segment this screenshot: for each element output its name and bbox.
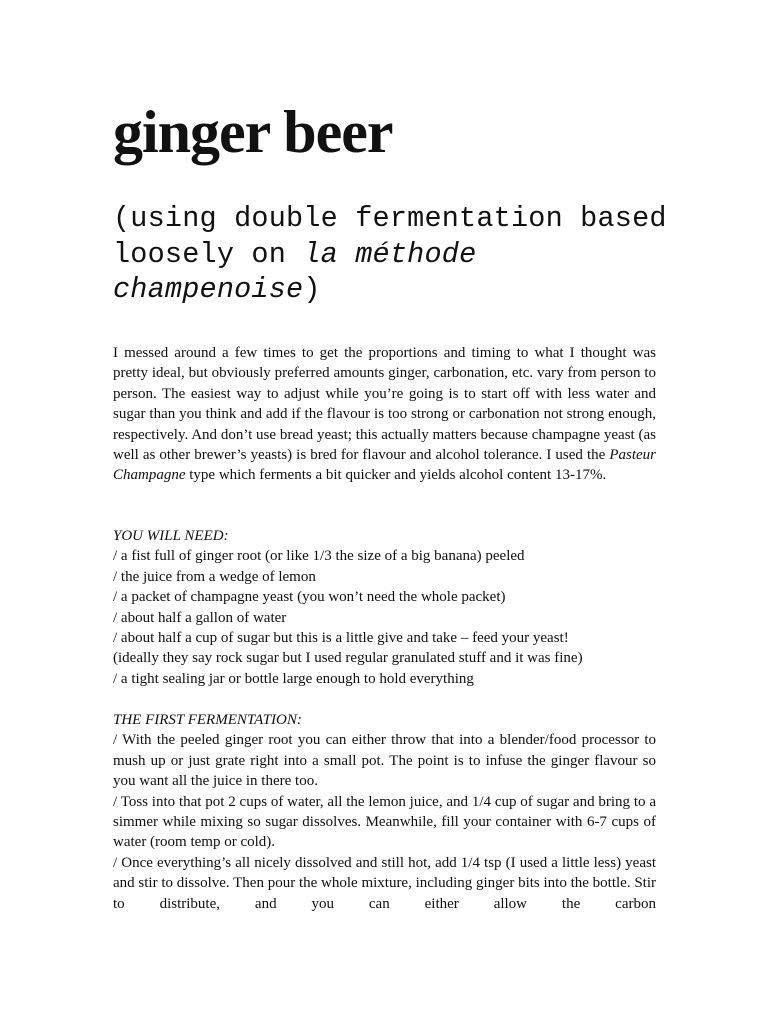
subtitle-italic: la méthode champenoise [113,237,477,306]
subtitle-close: ) [303,273,321,306]
first-fermentation-section [113,710,656,914]
ingredients-section [113,526,656,689]
ingredient-item: / about half a gallon of water [113,609,287,626]
ingredient-item: / about half a cup of sugar but this is a little give and take – feed your yeast! [113,630,569,647]
page-subtitle [113,201,673,308]
fermentation-step: / Toss into that pot 2 cups of water, all the lemon juice, and 1/4 cup of sugar and bring to a simmer while mixing so sugar dissolves. Meanwhile, fill your container with 6-7 cups of water (room temp or cold). [113,793,656,851]
subtitle-text: (using double fermentation based loosely on [113,202,667,271]
intro-text-end: type which ferments a bit quicker and yields alcohol content 13-17%. [185,467,607,484]
ingredient-note: (ideally they say rock sugar but I used regular granulated stuff and it was fine) [113,650,583,667]
intro-paragraph [113,343,656,486]
ingredient-item: / the juice from a wedge of lemon [113,568,316,585]
page-title: ginger beer [113,99,393,165]
first-fermentation-heading: THE FIRST FERMENTATION: [113,712,302,728]
intro-text: I messed around a few times to get the proportions and timing to what I thought was pretty ideal, but obviously preferred amounts ginger, carbonation, etc. vary from person to person. The easiest way to adjust while you’re going is to start off with less water and sugar than you think and add if the flavour is too strong or carbonation not strong enough, respectively. And don’t use bread yeast; this actually matters because champagne yeast (as well as other brewer’s yeasts) is bred for flavour and alcohol tolerance. I used the [113,345,656,464]
ingredient-item: / a tight sealing jar or bottle large enough to hold everything [113,670,474,687]
ingredient-item: / a packet of champagne yeast (you won’t need the whole packet) [113,589,506,606]
ingredient-item: / a fist full of ginger root (or like 1/3 the size of a big banana) peeled [113,548,525,565]
fermentation-step: / Once everything’s all nicely dissolved and still hot, add 1/4 tsp (I used a little less) yeast and stir to dissolve. Then pour the whole mixture, including ginger bits into the bottle. Stir to distribute, and you can either allow the carbon [113,854,656,912]
ingredients-heading: YOU WILL NEED: [113,528,229,544]
yeast-name: Pasteur Champagne [113,447,656,484]
fermentation-step: / With the peeled ginger root you can either throw that into a blender/food processor to mush up or just grate right into a small pot. The point is to infuse the ginger flavour so you want all the juice in there too. [113,732,656,790]
